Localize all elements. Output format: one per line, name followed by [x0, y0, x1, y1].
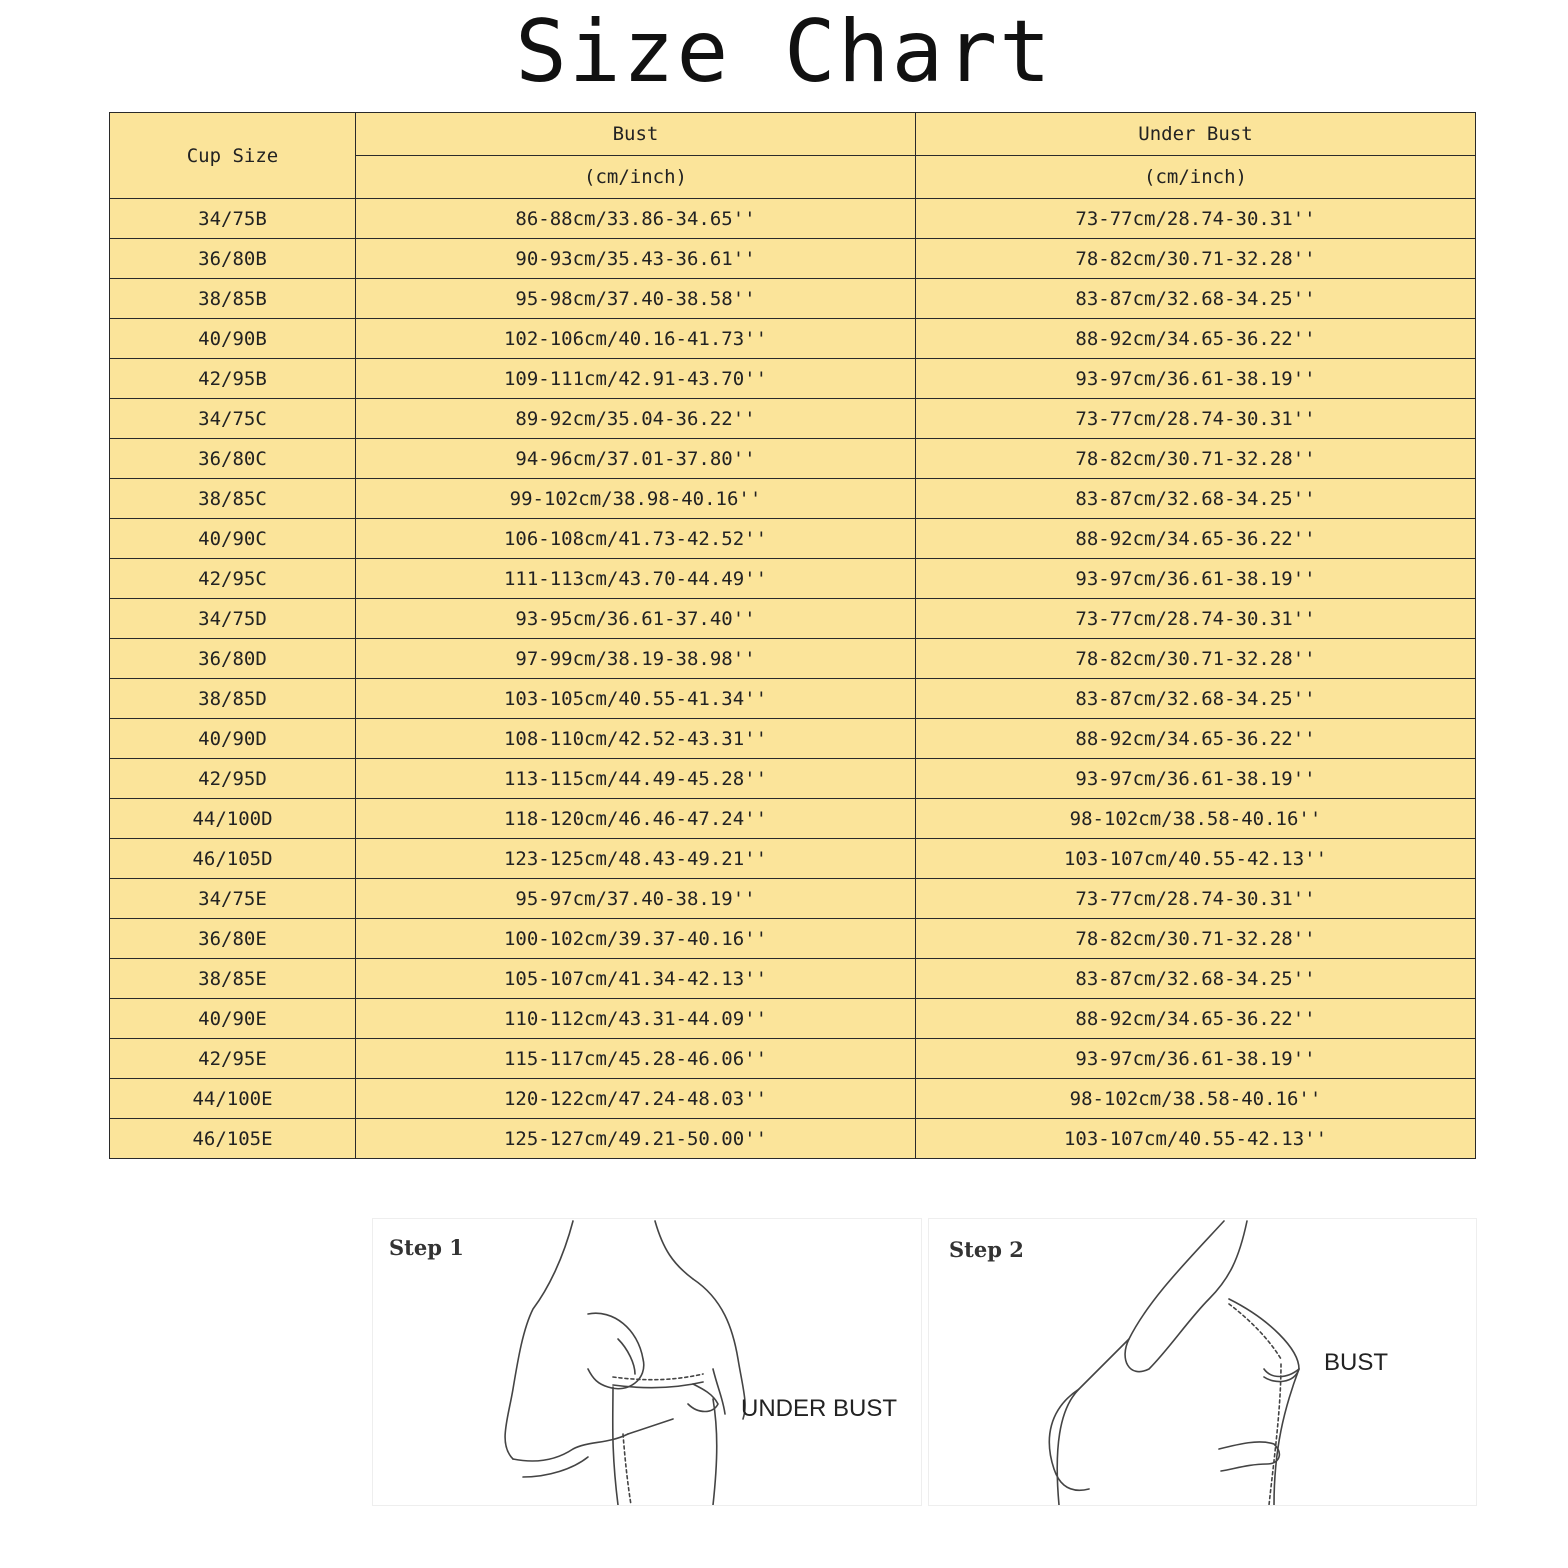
- table-row: [110, 599, 1476, 639]
- cup-size-cell: 38/85E: [110, 959, 356, 999]
- cup-size-cell: 44/100E: [110, 1079, 356, 1119]
- table-row: [110, 999, 1476, 1039]
- cup-size-cell: 40/90C: [110, 519, 356, 559]
- cup-size-cell: 34/75B: [110, 199, 356, 239]
- cup-size-cell: 34/75C: [110, 399, 356, 439]
- table-row: [110, 679, 1476, 719]
- under-bust-cell: 83-87cm/32.68-34.25'': [916, 679, 1476, 719]
- bust-cell: 123-125cm/48.43-49.21'': [356, 839, 916, 879]
- page-title: Size Chart: [515, 2, 1053, 102]
- bust-cell: 89-92cm/35.04-36.22'': [356, 399, 916, 439]
- bust-cell: 99-102cm/38.98-40.16'': [356, 479, 916, 519]
- bust-cell: 97-99cm/38.19-38.98'': [356, 639, 916, 679]
- cup-size-cell: 42/95B: [110, 359, 356, 399]
- step-2-panel: [928, 1218, 1477, 1506]
- under-bust-cell: 88-92cm/34.65-36.22'': [916, 519, 1476, 559]
- table-row: [110, 799, 1476, 839]
- table-row: [110, 639, 1476, 679]
- bust-cell: 120-122cm/47.24-48.03'': [356, 1079, 916, 1119]
- cup-size-cell: 38/85B: [110, 279, 356, 319]
- cup-size-cell: 36/80B: [110, 239, 356, 279]
- table-row: [110, 839, 1476, 879]
- cup-size-cell: 38/85D: [110, 679, 356, 719]
- under-bust-cell: 88-92cm/34.65-36.22'': [916, 999, 1476, 1039]
- bust-cell: 105-107cm/41.34-42.13'': [356, 959, 916, 999]
- cup-size-cell: 42/95D: [110, 759, 356, 799]
- table-row: [110, 879, 1476, 919]
- table-row: [110, 439, 1476, 479]
- under-bust-cell: 88-92cm/34.65-36.22'': [916, 719, 1476, 759]
- table-row: [110, 1079, 1476, 1119]
- under-bust-cell: 78-82cm/30.71-32.28'': [916, 239, 1476, 279]
- under-bust-cell: 78-82cm/30.71-32.28'': [916, 919, 1476, 959]
- bust-cell: 86-88cm/33.86-34.65'': [356, 199, 916, 239]
- bust-cell: 125-127cm/49.21-50.00'': [356, 1119, 916, 1159]
- bust-cell: 118-120cm/46.46-47.24'': [356, 799, 916, 839]
- cup-size-cell: 40/90E: [110, 999, 356, 1039]
- under-bust-cell: 93-97cm/36.61-38.19'': [916, 359, 1476, 399]
- header-bust-unit: (cm/inch): [356, 156, 916, 199]
- header-under-bust: Under Bust: [916, 113, 1476, 156]
- under-bust-cell: 83-87cm/32.68-34.25'': [916, 479, 1476, 519]
- cup-size-cell: 42/95E: [110, 1039, 356, 1079]
- cup-size-cell: 40/90D: [110, 719, 356, 759]
- table-row: [110, 199, 1476, 239]
- table-row: [110, 479, 1476, 519]
- table-row: [110, 519, 1476, 559]
- cup-size-cell: 36/80E: [110, 919, 356, 959]
- cup-size-cell: 36/80C: [110, 439, 356, 479]
- step-2-label: Step 2: [949, 1237, 1024, 1262]
- cup-size-cell: 36/80D: [110, 639, 356, 679]
- under-bust-cell: 103-107cm/40.55-42.13'': [916, 839, 1476, 879]
- bust-cell: 108-110cm/42.52-43.31'': [356, 719, 916, 759]
- bust-cell: 103-105cm/40.55-41.34'': [356, 679, 916, 719]
- table-row: [110, 719, 1476, 759]
- bust-cell: 93-95cm/36.61-37.40'': [356, 599, 916, 639]
- table-row: [110, 279, 1476, 319]
- under-bust-cell: 103-107cm/40.55-42.13'': [916, 1119, 1476, 1159]
- under-bust-cell: 98-102cm/38.58-40.16'': [916, 1079, 1476, 1119]
- bust-cell: 95-97cm/37.40-38.19'': [356, 879, 916, 919]
- table-row: [110, 959, 1476, 999]
- table-row: [110, 759, 1476, 799]
- under-bust-cell: 73-77cm/28.74-30.31'': [916, 399, 1476, 439]
- bust-cell: 95-98cm/37.40-38.58'': [356, 279, 916, 319]
- under-bust-cell: 83-87cm/32.68-34.25'': [916, 279, 1476, 319]
- step-1-panel: [372, 1218, 922, 1506]
- bust-caption: BUST: [1324, 1349, 1389, 1376]
- under-bust-cell: 73-77cm/28.74-30.31'': [916, 199, 1476, 239]
- bust-cell: 109-111cm/42.91-43.70'': [356, 359, 916, 399]
- header-cup-size: Cup Size: [110, 113, 356, 199]
- table-row: [110, 239, 1476, 279]
- cup-size-cell: 42/95C: [110, 559, 356, 599]
- header-under-bust-unit: (cm/inch): [916, 156, 1476, 199]
- under-bust-cell: 93-97cm/36.61-38.19'': [916, 559, 1476, 599]
- under-bust-cell: 78-82cm/30.71-32.28'': [916, 439, 1476, 479]
- bust-cell: 90-93cm/35.43-36.61'': [356, 239, 916, 279]
- header-row: [110, 113, 1476, 156]
- cup-size-cell: 40/90B: [110, 319, 356, 359]
- under-bust-cell: 78-82cm/30.71-32.28'': [916, 639, 1476, 679]
- bust-cell: 100-102cm/39.37-40.16'': [356, 919, 916, 959]
- under-bust-illustration: [373, 1219, 921, 1505]
- table-row: [110, 559, 1476, 599]
- under-bust-cell: 83-87cm/32.68-34.25'': [916, 959, 1476, 999]
- cup-size-cell: 44/100D: [110, 799, 356, 839]
- cup-size-cell: 34/75E: [110, 879, 356, 919]
- bust-cell: 110-112cm/43.31-44.09'': [356, 999, 916, 1039]
- header-bust: Bust: [356, 113, 916, 156]
- table-row: [110, 1039, 1476, 1079]
- bust-cell: 106-108cm/41.73-42.52'': [356, 519, 916, 559]
- bust-cell: 102-106cm/40.16-41.73'': [356, 319, 916, 359]
- under-bust-caption: UNDER BUST: [741, 1395, 898, 1422]
- size-table: [109, 112, 1476, 1159]
- table-row: [110, 319, 1476, 359]
- under-bust-cell: 93-97cm/36.61-38.19'': [916, 759, 1476, 799]
- bust-cell: 94-96cm/37.01-37.80'': [356, 439, 916, 479]
- cup-size-cell: 38/85C: [110, 479, 356, 519]
- under-bust-cell: 73-77cm/28.74-30.31'': [916, 879, 1476, 919]
- cup-size-cell: 34/75D: [110, 599, 356, 639]
- table-row: [110, 1119, 1476, 1159]
- under-bust-cell: 93-97cm/36.61-38.19'': [916, 1039, 1476, 1079]
- under-bust-cell: 98-102cm/38.58-40.16'': [916, 799, 1476, 839]
- cup-size-cell: 46/105E: [110, 1119, 356, 1159]
- table-row: [110, 359, 1476, 399]
- bust-cell: 111-113cm/43.70-44.49'': [356, 559, 916, 599]
- step-1-label: Step 1: [389, 1235, 464, 1260]
- bust-cell: 113-115cm/44.49-45.28'': [356, 759, 916, 799]
- cup-size-cell: 46/105D: [110, 839, 356, 879]
- table-row: [110, 399, 1476, 439]
- bust-cell: 115-117cm/45.28-46.06'': [356, 1039, 916, 1079]
- under-bust-cell: 73-77cm/28.74-30.31'': [916, 599, 1476, 639]
- table-row: [110, 919, 1476, 959]
- under-bust-cell: 88-92cm/34.65-36.22'': [916, 319, 1476, 359]
